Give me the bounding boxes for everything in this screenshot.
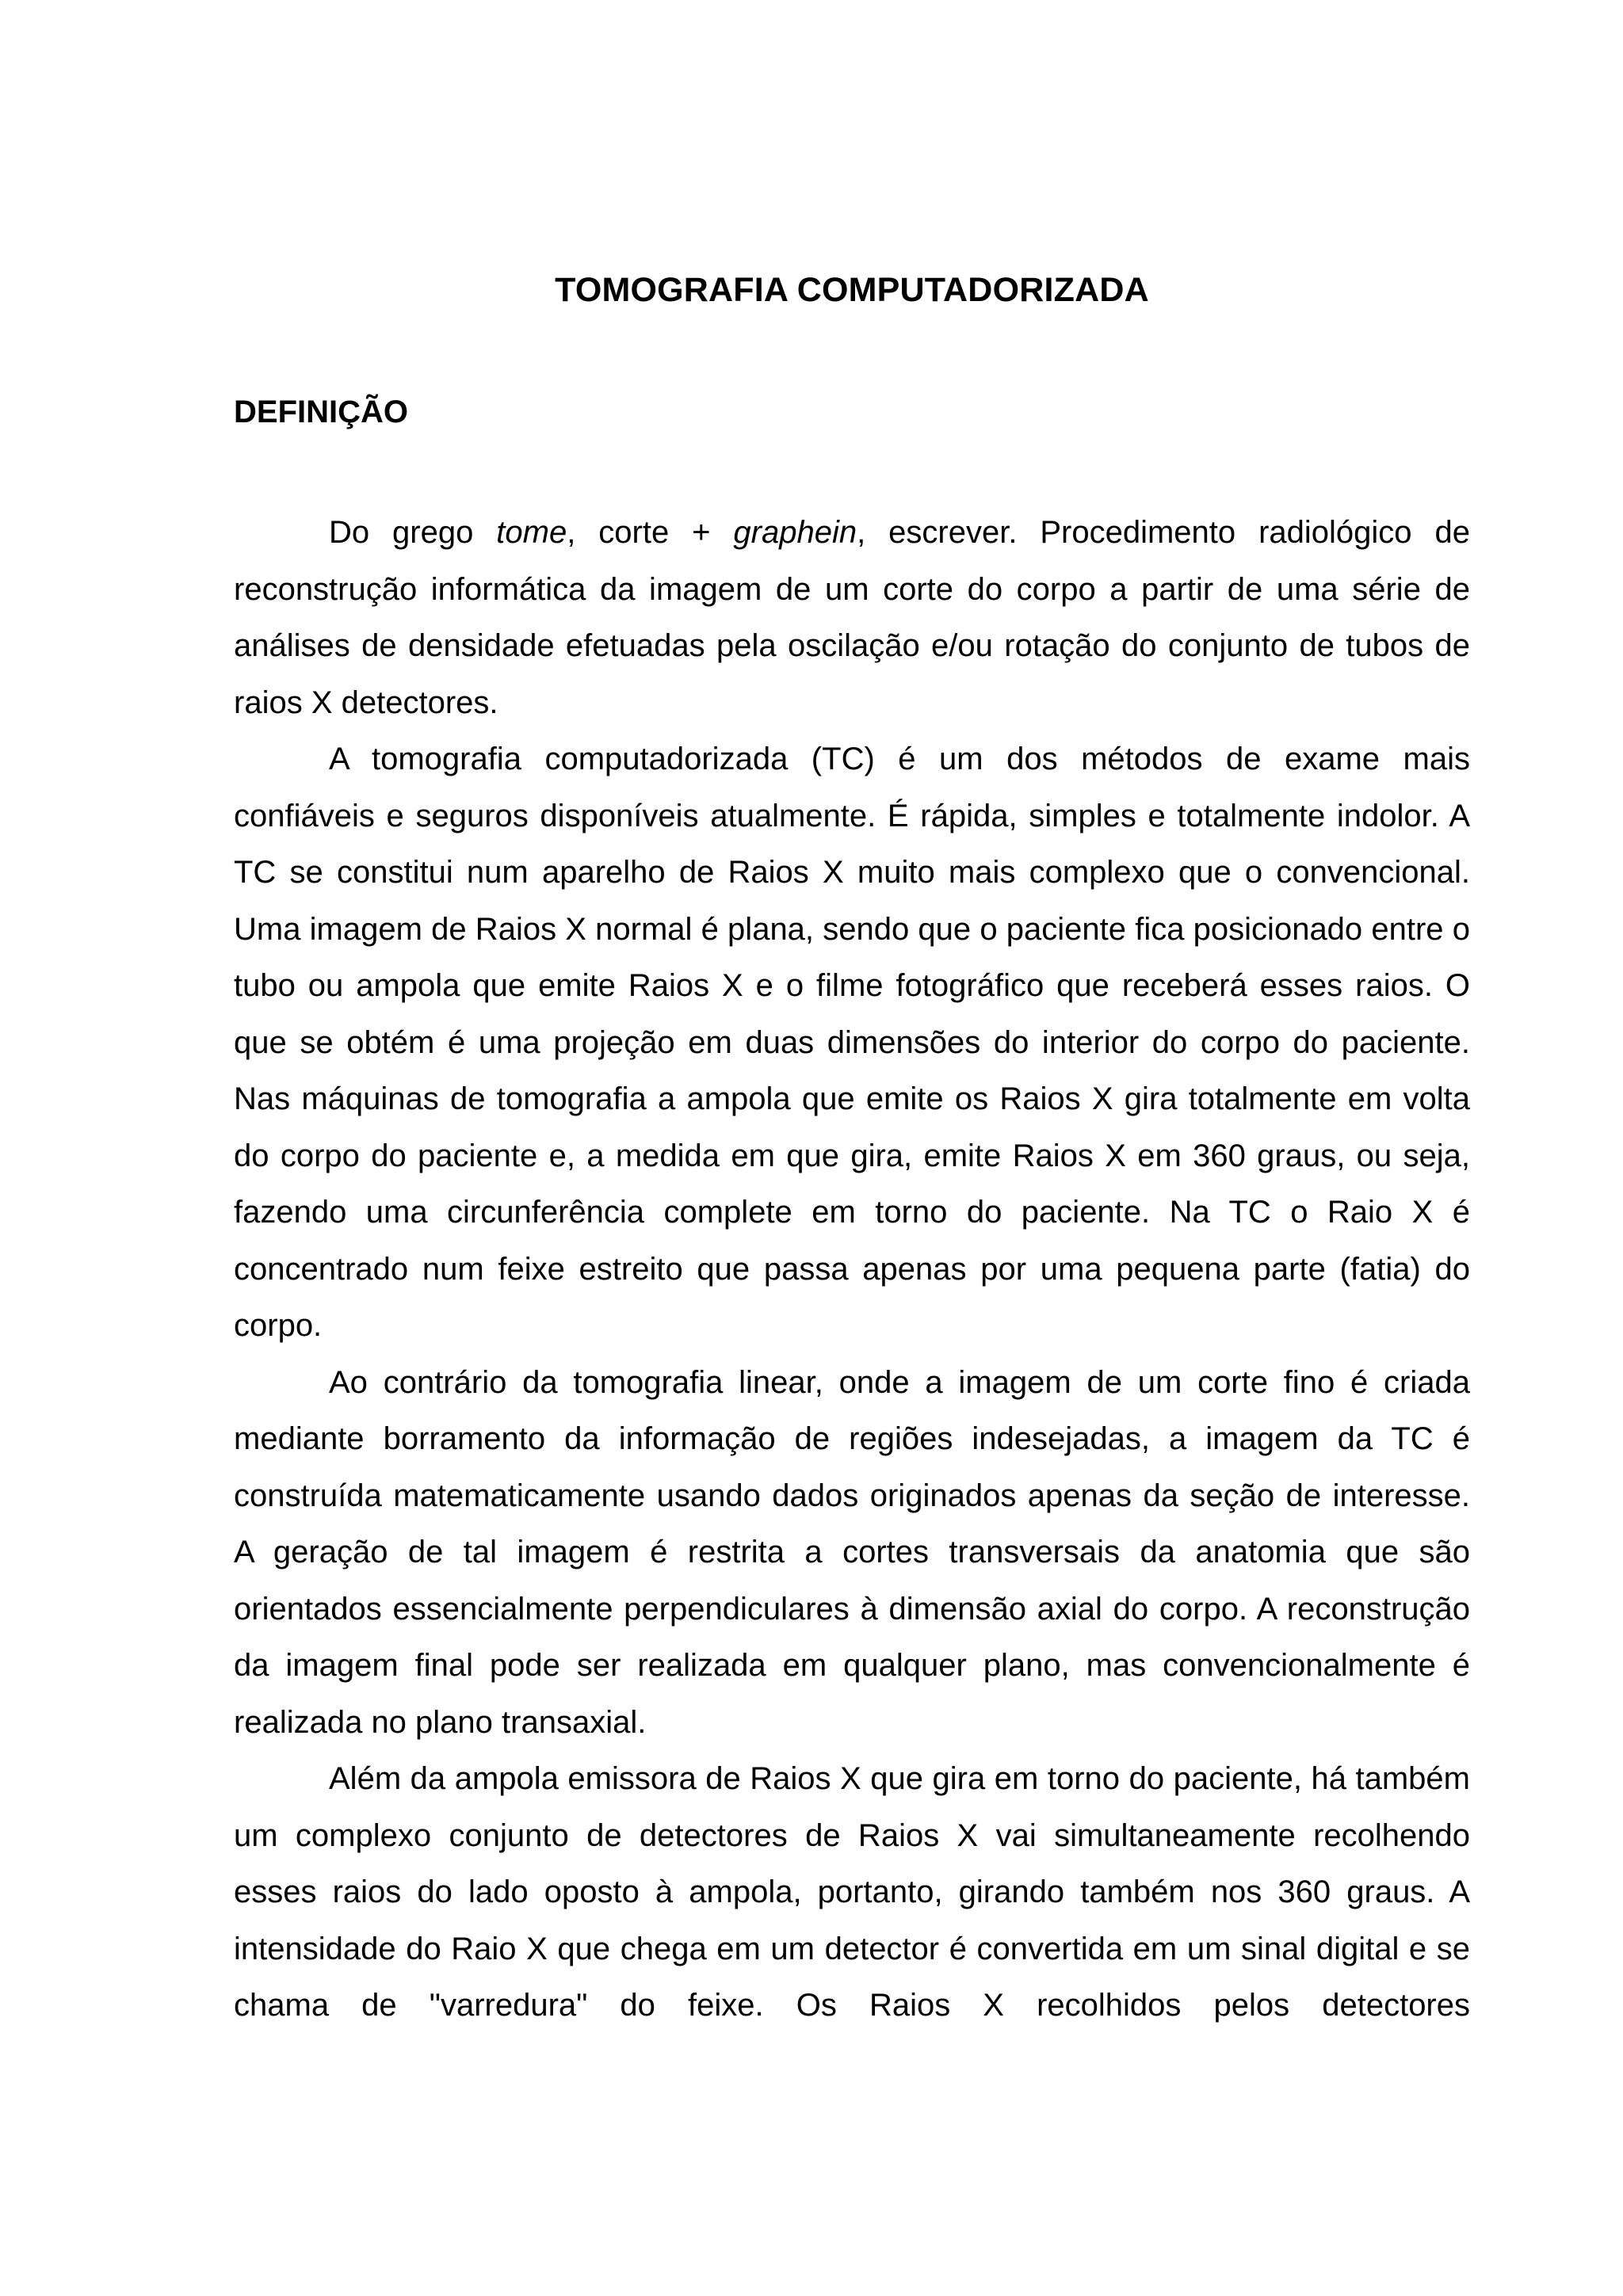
body-text [234,505,1470,2035]
paragraph-2: A tomografia computadorizada (TC) é um dos métodos de exame mais confiáveis e seguros disponíveis atualmente. É rápida, simples e totalmente indolor. A TC se constitui num aparelho de Raios X muito mais complexo que o convencional. Uma imagem de Raios X normal é plana, sendo que o paciente fica posicionado entre o tubo ou ampola que emite Raios X e o filme fotográfico que receberá esses raios. O que se obtém é uma projeção em duas dimensões do interior do corpo do paciente. Nas máquinas de tomografia a ampola que emite os Raios X gira totalmente em volta do corpo do paciente e, a medida em que gira, emite Raios X em 360 graus, ou seja, fazendo uma circunferência complete em torno do paciente. Na TC o Raio X é concentrado num feixe estreito que passa apenas por uma pequena parte (fatia) do corpo. [234,742,1470,1343]
italic-term-graphein: graphein [733,515,857,550]
paragraph-1 [234,505,1470,731]
italic-term-tome: tome [496,515,567,550]
section-heading-definicao: DEFINIÇÃO [234,395,408,429]
paragraph-1-text-c: , escrever. Procedimento radiológico de reconstrução informática da imagem de um corte do corpo a partir de uma série de análises de densidade efetuadas pela oscilação e/ou rotação do conjunto de tubos de raios X detectores. [234,515,1470,720]
paragraph-4: Além da ampola emissora de Raios X que gira em torno do paciente, há também um complexo conjunto de detectores de Raios X vai simultaneamente recolhendo esses raios do lado oposto à ampola, portanto, girando também nos 360 graus. A intensidade do Raio X que chega em um detector é convertida em um sinal digital e se chama de "varredura" do feixe. Os Raios X recolhidos pelos detectores [234,1761,1470,2023]
paragraph-3: Ao contrário da tomografia linear, onde a imagem de um corte fino é criada mediante borramento da informação de regiões indesejadas, a imagem da TC é construída matematicamente usando dados originados apenas da seção de interesse. A geração de tal imagem é restrita a cortes transversais da anatomia que são orientados essencialmente perpendiculares à dimensão axial do corpo. A reconstrução da imagem final pode ser realizada em qualquer plano, mas convencionalmente é realizada no plano transaxial. [234,1364,1470,1740]
paragraph-1-text-b: , corte + [567,515,734,550]
document-title: TOMOGRAFIA COMPUTADORIZADA [555,271,1149,309]
paragraph-1-text-a: Do grego [329,515,497,550]
